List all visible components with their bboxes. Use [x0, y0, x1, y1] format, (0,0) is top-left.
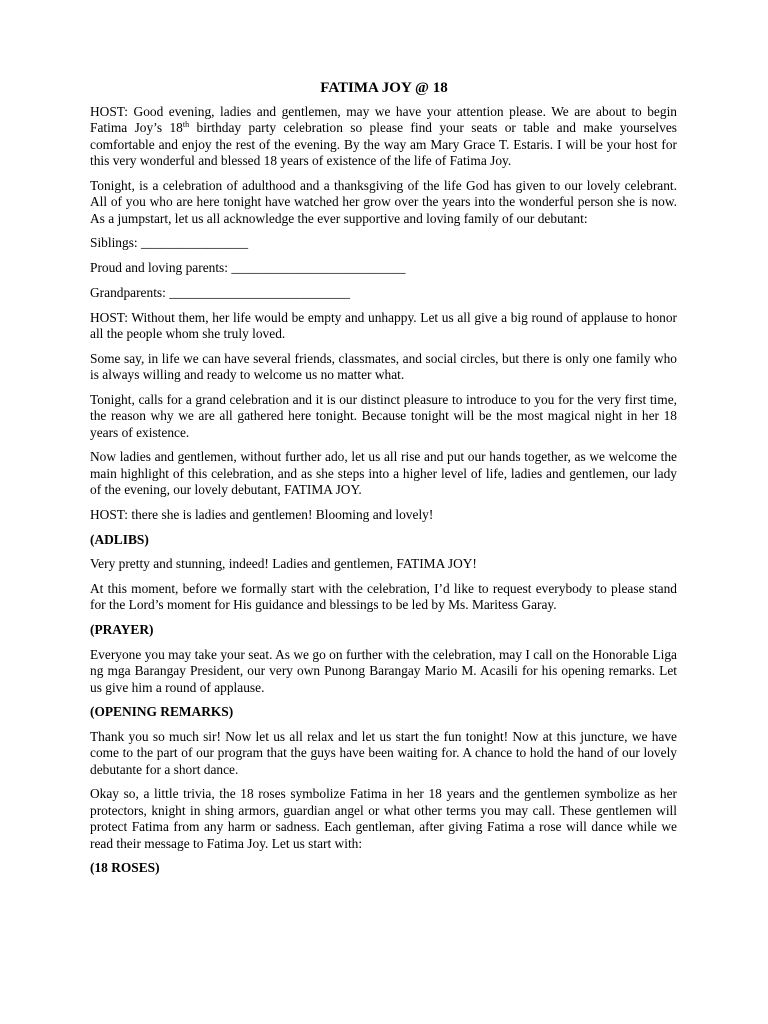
ordinal-superscript: th: [182, 120, 190, 130]
opening-remarks-call-paragraph: Everyone you may take your seat. As we go on further with the celebration, may I call on the Honorable Liga ng mga Barangay President, our very own Punong Barangay Mario M. Acasili for his opening remarks. Let us give him a round of applause.: [90, 646, 677, 695]
parents-line: Proud and loving parents: __________________________: [90, 260, 406, 276]
opening-remarks-heading: (OPENING REMARKS): [90, 704, 234, 720]
family-applause-paragraph: HOST: Without them, her life would be empty and unhappy. Let us all give a big round of applause to honor all the people whom she truly loved.: [90, 309, 677, 341]
grand-celebration-paragraph: Tonight, calls for a grand celebration and it is our distinct pleasure to introduce to you for the very first time, the reason why we are all gathered here tonight. Because tonight will be the most magical night in her 18 years of existence.: [90, 391, 677, 440]
celebration-intro-paragraph: Tonight, is a celebration of adulthood and a thanksgiving of the life God has given to our lovely celebrant. All of you who are here tonight have watched her grow over the years into the wonderful person she is now. As a jumpstart, let us all acknowledge the ever supportive and loving family of our debutant:: [90, 177, 677, 226]
eighteen-roses-heading: (18 ROSES): [90, 860, 160, 876]
prayer-request-paragraph: At this moment, before we formally start with the celebration, I’d like to request everybody to please stand for the Lord’s moment for His guidance and blessings to be led by Ms. Maritess Garay.: [90, 580, 677, 613]
dance-intro-paragraph: Thank you so much sir! Now let us all relax and let us start the fun tonight! Now at this juncture, we have come to the part of our program that the guys have been waiting for. A chance to hold the hand of our lovely debutante for a short dance.: [90, 728, 677, 777]
roses-trivia-paragraph: Okay so, a little trivia, the 18 roses symbolize Fatima in her 18 years and the gentlemen symbolize as her protectors, knight in shing armors, guardian angel or what other terms you may call. These gentlemen will protect Fatima from any harm or sadness. Each gentleman, after giving Fatima a rose will dance while we read their message to Fatima Joy. Let us start with:: [90, 786, 677, 851]
debutant-introduction-paragraph: Now ladies and gentlemen, without further ado, let us all rise and put our hands together, as we welcome the main highlight of this celebration, and as she steps into a higher level of life, ladies and gentlemen, our lady of the evening, our lovely debutant, FATIMA JOY.: [90, 449, 677, 498]
host-welcome-text-end: birthday party celebration so please find your seats or table and make yourselves comfortable and enjoy the rest of the evening. By the way am Mary Grace T. Estaris. I will be your host for this very wonderful and blessed 18 years of existence of the life of Fatima Joy.: [90, 120, 677, 169]
host-welcome-text-start: HOST: Good evening, ladies and gentlemen, may we have your attention please. We are about to begin Fatima Joy’s 18: [90, 104, 677, 136]
document-body: [90, 104, 677, 885]
siblings-line: Siblings: ________________: [90, 235, 249, 251]
adlibs-heading: (ADLIBS): [90, 531, 149, 547]
family-paragraph: Some say, in life we can have several friends, classmates, and social circles, but there is only one family who is always willing and ready to welcome us no matter what.: [90, 350, 677, 383]
host-welcome-paragraph: [90, 104, 677, 170]
grandparents-line: Grandparents: ___________________________: [90, 284, 350, 300]
prayer-heading: (PRAYER): [90, 622, 154, 638]
pretty-stunning-line: Very pretty and stunning, indeed! Ladies and gentlemen, FATIMA JOY!: [90, 556, 477, 572]
host-blooming-line: HOST: there she is ladies and gentlemen! Blooming and lovely!: [90, 506, 434, 522]
document-title: FATIMA JOY @ 18: [320, 80, 448, 96]
